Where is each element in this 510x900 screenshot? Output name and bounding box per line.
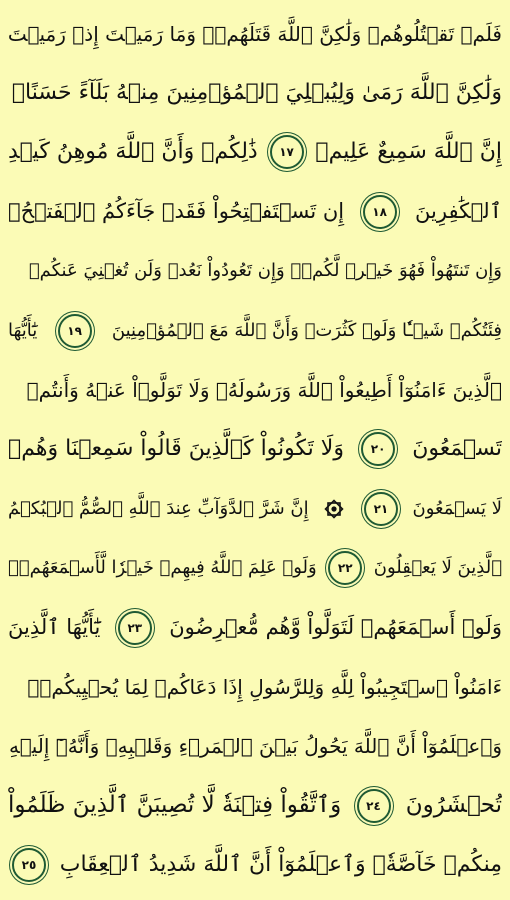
verse-line (8, 242, 502, 301)
verse-text: إِنَّ ٱللَّهَ سَمِيعٌ عَلِيمٞ (315, 139, 502, 165)
verse-text: وَلَوۡ أَسۡمَعَهُمۡ لَتَوَلَّواْ وَّهُم مُّعۡرِضُونَ (169, 615, 502, 640)
verse-text: إِن تَسۡتَفۡتِحُواْ فَقَدۡ جَآءَكُمُ ٱلۡفَتۡحُۖ (8, 199, 345, 224)
ayah-end-marker-icon: ٢٥ (12, 848, 46, 882)
verse-line (8, 4, 502, 63)
ayah-end-marker-icon: ٢٢ (328, 551, 362, 585)
verse-line (8, 598, 502, 657)
verse-line (8, 420, 502, 479)
ayah-end-marker-icon: ٢٣ (118, 611, 152, 645)
verse-line (8, 63, 502, 122)
verse-text: وَلَا تَكُونُواْ كَٱلَّذِينَ قَالُواْ سَمِعۡنَا وَهُمۡ (8, 436, 344, 462)
ayah-end-marker-icon: ٢٤ (357, 789, 391, 823)
verse-text: مِنكُمۡ خَآصَّةٗۖ وَٱعۡلَمُوٓاْ أَنَّ ٱللَّهَ شَدِيدُ ٱلۡعِقَابِ (59, 852, 502, 878)
rub-el-hizb-shape (323, 498, 345, 520)
verse-line (8, 360, 502, 419)
verse-text: ٱلَّذِينَ لَا يَعۡقِلُونَ (373, 557, 502, 579)
verse-text: إِنَّ شَرَّ ٱلدَّوَآبِّ عِندَ ٱللَّهِ ٱلصُّمُّ ٱلۡبُكۡمُ (8, 497, 309, 519)
verse-text: لَا يَسۡمَعُونَ (412, 497, 502, 519)
ayah-end-marker-icon: ١٧ (270, 135, 304, 169)
verse-line (8, 657, 502, 716)
verse-text: تَسۡمَعُونَ (412, 436, 502, 462)
verse-text: يَٰٓأَيُّهَا (8, 319, 38, 341)
verse-text: ذَٰلِكُمۡ وَأَنَّ ٱللَّهَ مُوهِنُ كَيۡدِ (8, 139, 258, 165)
verse-text: وَٱعۡلَمُوٓاْ أَنَّ ٱللَّهَ يَحُولُ بَيۡنَ ٱلۡمَرۡءِ وَقَلۡبِهِۦ وَأَنَّهُۥٓ إِلَيۡهِ (9, 734, 502, 759)
verse-text: ٱلۡكَٰفِرِينَ (415, 199, 502, 224)
verse-text: يَٰٓأَيُّهَا ٱلَّذِينَ (8, 615, 101, 640)
ayah-end-marker-icon: ١٩ (58, 314, 92, 348)
verse-line (8, 479, 502, 538)
verse-text: وَٱتَّقُواْ فِتۡنَةٗ لَّا تُصِيبَنَّ ٱلَّذِينَ ظَلَمُواْ (8, 792, 342, 819)
verse-text: وَلَٰكِنَّ ٱللَّهَ رَمَىٰ وَلِيُبۡلِيَ ٱلۡمُؤۡمِنِينَ مِنۡهُ بَلَآءً حَسَنًاۚ (11, 80, 502, 106)
verse-text: فِئَتُكُمۡ شَيۡـٔٗا وَلَوۡ كَثُرَتۡ وَأَنَّ ٱللَّهَ مَعَ ٱلۡمُؤۡمِنِينَ (111, 319, 502, 341)
verse-line (8, 301, 502, 360)
verse-line (8, 835, 502, 894)
verse-line (8, 123, 502, 182)
verse-line (8, 539, 502, 598)
verse-text: ءَامَنُواْ ٱسۡتَجِيبُواْ لِلَّهِ وَلِلرَّسُولِ إِذَا دَعَاكُمۡ لِمَا يُحۡيِيكُمۡۖ (27, 674, 502, 699)
verse-text: تُحۡشَرُونَ (405, 792, 502, 819)
verse-text: وَلَوۡ عَلِمَ ٱللَّهُ فِيهِمۡ خَيۡرٗا لَّأَسۡمَعَهُمۡۖ (8, 557, 317, 579)
ayah-end-marker-icon: ١٨ (363, 195, 397, 229)
verse-line (8, 182, 502, 241)
verse-text: ٱلَّذِينَ ءَامَنُوٓاْ أَطِيعُواْ ٱللَّهَ وَرَسُولَهُۥ وَلَا تَوَلَّوۡاْ عَنۡهُ وَأَنتُمۡ (26, 378, 502, 403)
ayah-end-marker-icon: ٢٠ (361, 432, 395, 466)
verse-text: فَلَمۡ تَقۡتُلُوهُمۡ وَلَٰكِنَّ ٱللَّهَ قَتَلَهُمۡۚ وَمَا رَمَيۡتَ إِذۡ رَمَيۡتَ (8, 21, 502, 46)
verse-line (8, 717, 502, 776)
ayah-end-marker-icon: ٢١ (364, 492, 398, 526)
rub-el-hizb-icon (323, 498, 345, 520)
verse-text: وَإِن تَنتَهُواْ فَهُوَ خَيۡرٞ لَّكُمۡۖ وَإِن تَعُودُواْ نَعُدۡ وَلَن تُغۡنِيَ عَنكُمۡ (28, 260, 502, 282)
verse-line (8, 776, 502, 835)
